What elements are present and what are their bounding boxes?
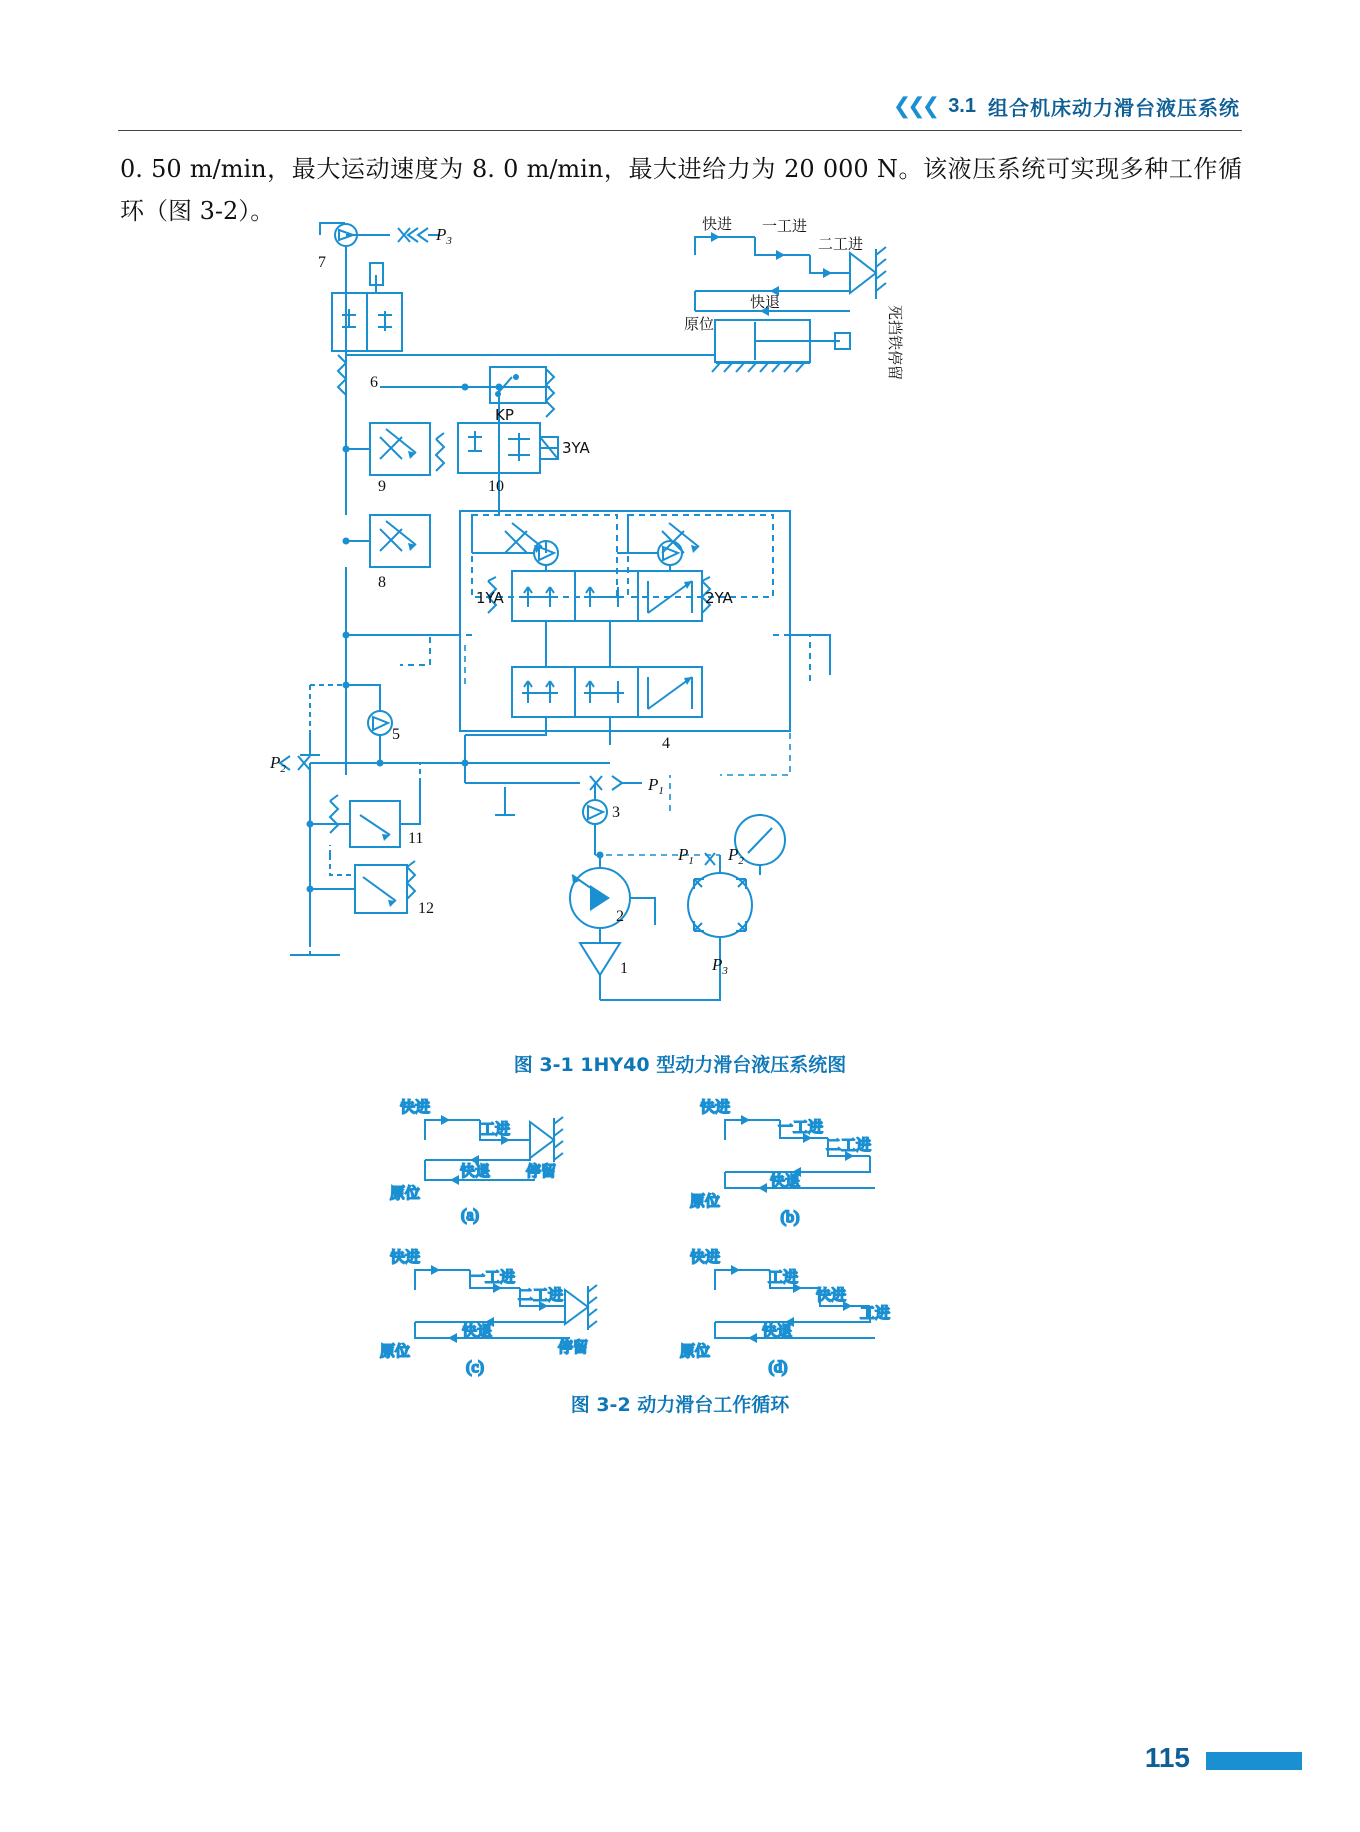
cycle-a-label-tingliu: 停留 [526, 1162, 557, 1180]
pressure-switch-label-kp: KP [495, 406, 514, 424]
component-label-1: 1 [620, 960, 628, 977]
cycle-d-label-gongjin2: 工进 [860, 1304, 891, 1322]
cycle-b-label-ergongjin: 二工进 [826, 1136, 872, 1154]
cycle-a-label-kuaitui: 快退 [460, 1162, 491, 1180]
cycle-label-yigongjin: 一工进 [762, 217, 808, 235]
component-label-9: 9 [378, 478, 386, 495]
port-label-p3-top: $P_3$ [436, 225, 452, 247]
header-section-number: 3.1 [948, 95, 976, 117]
cycle-d-label-gongjin: 工进 [768, 1268, 799, 1286]
header-divider [118, 130, 1242, 131]
component-label-4: 4 [662, 735, 670, 752]
motor-port-label-p2: $P_2$ [728, 845, 744, 867]
cycle-b-label-yuanwei: 原位 [690, 1192, 721, 1210]
footer-accent-bar [1206, 1752, 1302, 1770]
figure-1-hydraulic-schematic [250, 215, 1130, 1055]
cycle-c-label-yigongjin: 一工进 [470, 1268, 516, 1286]
solenoid-label-2ya: 2YA [705, 589, 733, 607]
cycle-label-yuanwei: 原位 [684, 315, 715, 333]
page-header [893, 92, 1240, 121]
cycle-d-label-kuaitui: 快退 [762, 1322, 793, 1340]
cycle-d-label-kuaijin2: 快进 [816, 1286, 847, 1304]
component-label-7: 7 [318, 254, 326, 271]
component-label-12: 12 [418, 900, 434, 917]
cycle-d-label-yuanwei: 原位 [680, 1342, 711, 1360]
cycle-c-label-kuaijin: 快进 [390, 1248, 421, 1266]
figure-2-work-cycles [330, 1090, 1030, 1380]
cycle-label-sidangtie: 死挡铁停留 [886, 305, 904, 381]
component-label-2: 2 [616, 908, 624, 925]
figure-2-caption: 图 3-2 动力滑台工作循环 [570, 1394, 790, 1416]
port-label-p1: $P_1$ [648, 775, 664, 797]
cycle-c-label-yuanwei: 原位 [380, 1342, 411, 1360]
cycle-d-key: (d) [768, 1359, 788, 1376]
component-label-3: 3 [612, 804, 620, 821]
cycle-b-key: (b) [780, 1209, 800, 1226]
solenoid-label-3ya: 3YA [562, 439, 590, 457]
cycle-d-label-kuaijin: 快进 [690, 1248, 721, 1266]
figure-1-caption: 图 3-1 1HY40 型动力滑台液压系统图 [513, 1054, 847, 1076]
component-label-11: 11 [408, 830, 424, 847]
cycle-c-label-tingliu: 停留 [558, 1338, 589, 1356]
cycle-a-label-kuaijin: 快进 [400, 1098, 431, 1116]
port-label-p2: $P_2$ [270, 753, 286, 775]
cycle-label-ergongjin: 二工进 [818, 235, 864, 253]
solenoid-label-1ya: 1YA [476, 589, 504, 607]
cycle-b-label-kuaitui: 快退 [770, 1172, 801, 1190]
cycle-label-kuaitui: 快退 [750, 293, 781, 311]
cycle-b-label-yigongjin: 一工进 [778, 1118, 824, 1136]
cycle-b-label-kuaijin: 快进 [700, 1098, 731, 1116]
cycle-label-kuaijin: 快进 [702, 215, 733, 233]
cycle-a-label-gongjin: 工进 [480, 1120, 511, 1138]
component-label-8: 8 [378, 574, 386, 591]
body-paragraph: 0. 50 m/min，最大运动速度为 8. 0 m/min，最大进给力为 20 000 N。该液压系统可实现多种工作循环（图 3-2）。 [120, 155, 1242, 225]
cycle-a-label-yuanwei: 原位 [390, 1184, 421, 1202]
cycle-a-key: (a) [461, 1207, 479, 1224]
component-label-5: 5 [392, 726, 400, 743]
component-label-10: 10 [488, 478, 504, 495]
cycle-c-key: (c) [466, 1359, 484, 1376]
cycle-c-label-ergongjin: 二工进 [518, 1286, 564, 1304]
component-label-6: 6 [370, 374, 378, 391]
motor-port-label-p1: $P_1$ [678, 845, 694, 867]
page-number: 115 [1144, 1742, 1190, 1773]
header-section-title: 组合机床动力滑台液压系统 [988, 96, 1240, 120]
cycle-c-label-kuaitui: 快退 [462, 1322, 493, 1340]
motor-port-label-p3: $P_3$ [712, 955, 728, 977]
double-chevron-left-icon: ❮❮❮ [892, 93, 937, 119]
